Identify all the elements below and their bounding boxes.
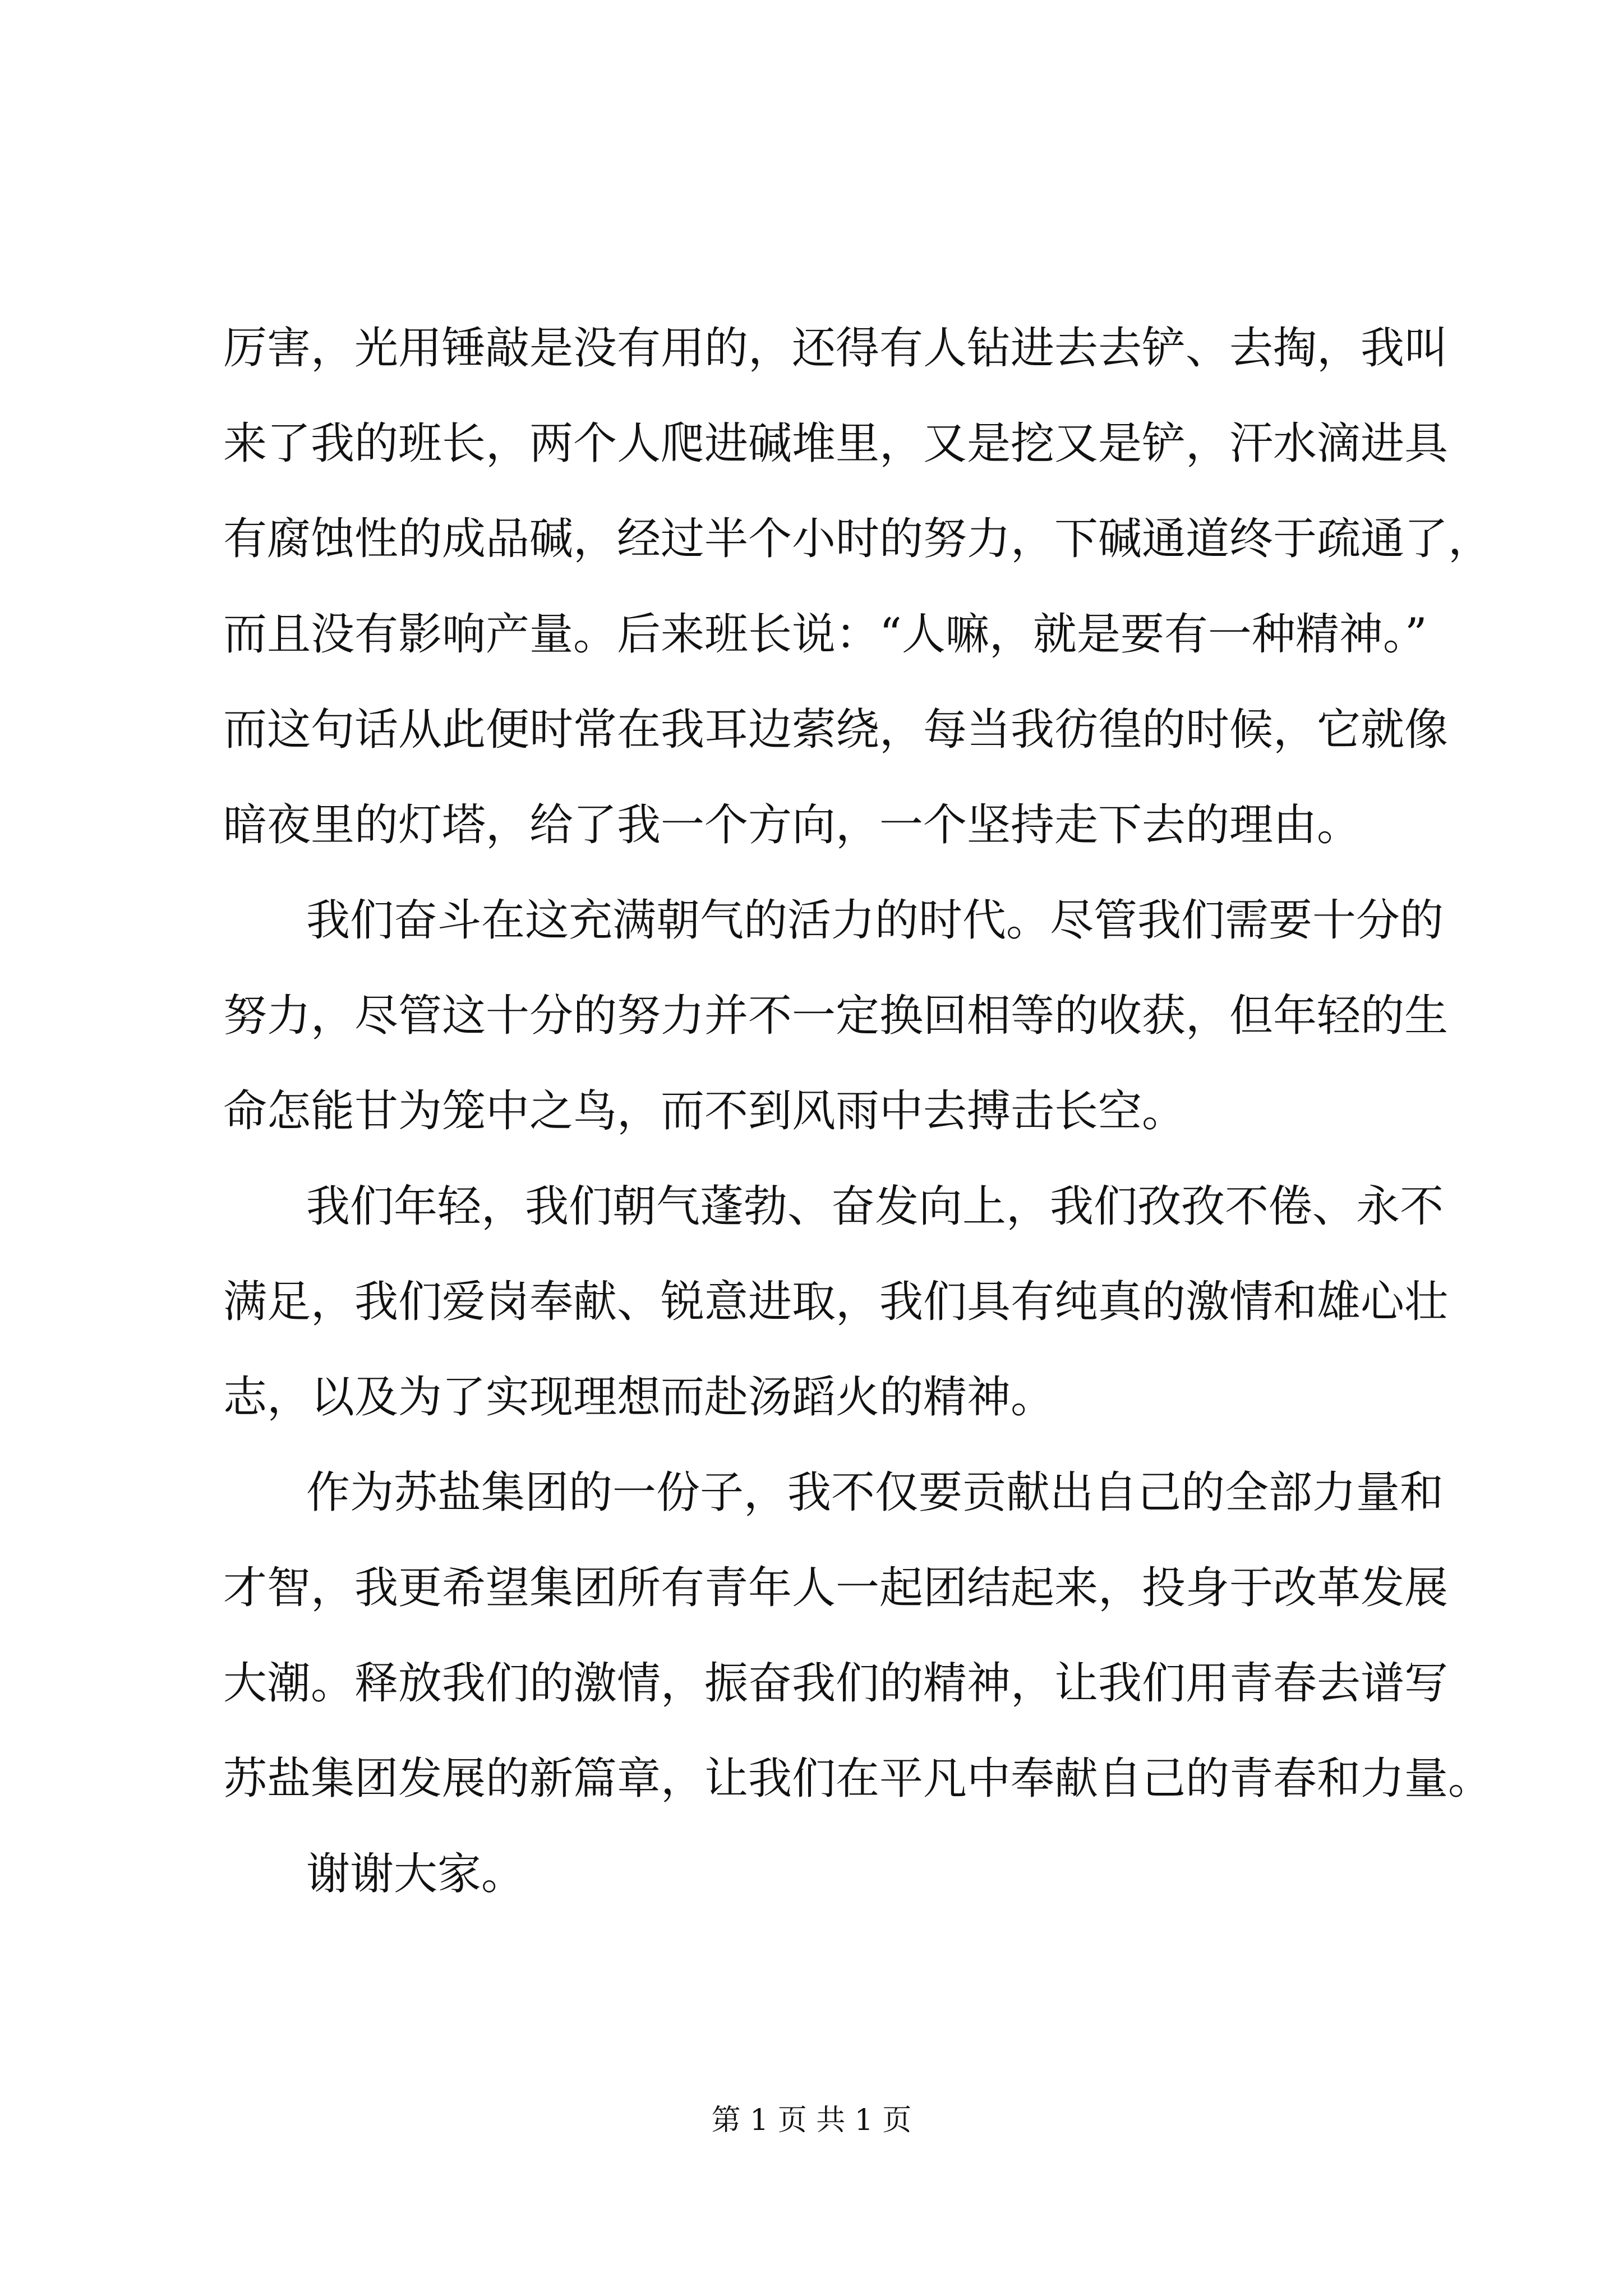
text-line	[0, 682, 1623, 777]
text-line-content: 而这句话从此便时常在我耳边萦绕，每当我彷徨的时候，它就像	[223, 705, 1449, 755]
text-line-content: 才智，我更希望集团所有青年人一起团结起来，投身于改革发展	[223, 1563, 1449, 1613]
text-line-content: 大潮。释放我们的激情，振奋我们的精神，让我们用青春去谱写	[223, 1658, 1449, 1709]
text-line-content: 我们年轻，我们朝气蓬勃、奋发向上，我们孜孜不倦、永不	[306, 1181, 1444, 1232]
text-line	[0, 301, 1623, 396]
text-line-content: 而且没有影响产量。后来班长说：“人嘛，就是要有一种精神。”	[223, 609, 1427, 660]
text-line	[0, 968, 1623, 1064]
text-line-content: 作为苏盐集团的一份子，我不仅要贡献出自己的全部力量和	[306, 1467, 1444, 1518]
page-number-label: 第 1 页 共 1 页	[711, 2104, 912, 2137]
text-line	[0, 1064, 1623, 1159]
paragraph-first-line	[0, 1826, 1623, 1922]
text-line-content: 努力，尽管这十分的努力并不一定换回相等的收获，但年轻的生	[223, 991, 1449, 1041]
text-line-content: 暗夜里的灯塔，给了我一个方向，一个坚持走下去的理由。	[223, 800, 1361, 850]
text-line-content: 有腐蚀性的成品碱，经过半个小时的努力，下碱通道终于疏通了，	[223, 514, 1492, 564]
text-line-content: 厉害，光用锤敲是没有用的，还得有人钻进去去铲、去掏，我叫	[223, 323, 1449, 374]
paragraph-first-line	[0, 873, 1623, 968]
page-footer	[0, 2101, 1623, 2140]
text-line-content: 苏盐集团发展的新篇章，让我们在平凡中奉献自己的青春和力量。	[223, 1754, 1492, 1804]
paragraph-first-line	[0, 1159, 1623, 1254]
text-line-content: 谢谢大家。	[306, 1849, 525, 1899]
paragraph-first-line	[0, 1445, 1623, 1540]
text-line	[0, 1540, 1623, 1636]
text-line-content: 满足，我们爱岗奉献、锐意进取，我们具有纯真的激情和雄心壮	[223, 1277, 1449, 1327]
text-line-content: 我们奋斗在这充满朝气的活力的时代。尽管我们需要十分的	[306, 895, 1444, 946]
text-line	[0, 1350, 1623, 1445]
text-line	[0, 1636, 1623, 1731]
text-line	[0, 491, 1623, 587]
text-line	[0, 1254, 1623, 1350]
text-line-content: 命怎能甘为笼中之鸟，而不到风雨中去搏击长空。	[223, 1086, 1186, 1137]
text-line	[0, 587, 1623, 682]
text-line	[0, 777, 1623, 873]
text-line	[0, 396, 1623, 491]
text-line-content: 来了我的班长，两个人爬进碱堆里，又是挖又是铲，汗水滴进具	[223, 418, 1449, 469]
text-line	[0, 1731, 1623, 1826]
text-line-content: 志，以及为了实现理想而赴汤蹈火的精神。	[223, 1372, 1055, 1423]
